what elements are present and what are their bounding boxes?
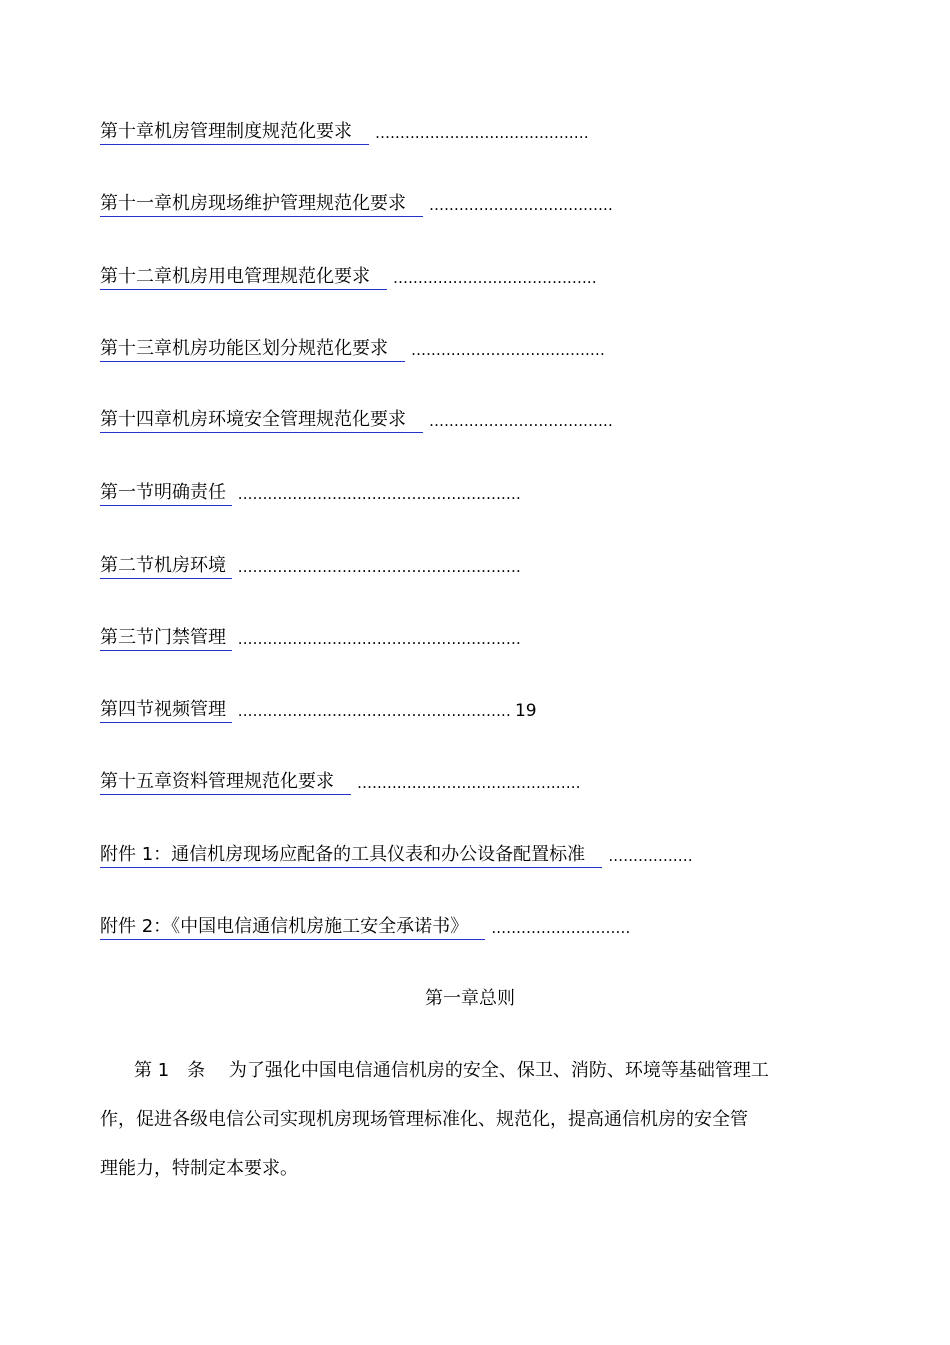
toc-entry-chapter-11[interactable]: [100, 189, 617, 217]
toc-leader-dots: .........................................................: [237, 630, 521, 648]
toc-entry-appendix-1[interactable]: [100, 840, 697, 868]
toc-entry-section-3[interactable]: [100, 623, 525, 651]
toc-entry-section-4[interactable]: [100, 695, 537, 723]
article-line-3: 理能力，特制定本要求。: [100, 1158, 298, 1179]
toc-page-number: 19: [514, 701, 537, 721]
toc-leader-dots: ...........................................: [375, 124, 589, 142]
toc-entry-section-2[interactable]: [100, 551, 525, 579]
toc-link[interactable]: 第三节门禁管理: [100, 628, 232, 651]
toc-leader-dots: .........................................: [393, 269, 597, 287]
toc-entry-chapter-13[interactable]: [100, 334, 609, 362]
chapter-title: 第一章总则: [425, 988, 515, 1009]
toc-entry-chapter-12[interactable]: [100, 262, 601, 290]
toc-entry-chapter-10[interactable]: [100, 117, 593, 145]
toc-entry-chapter-15[interactable]: [100, 767, 585, 795]
toc-link[interactable]: 第十四章机房环境安全管理规范化要求: [100, 410, 423, 433]
toc-leader-dots: .....................................: [429, 412, 613, 430]
toc-leader-dots: .............................................: [357, 774, 581, 792]
toc-link[interactable]: 第一节明确责任: [100, 483, 232, 506]
toc-link[interactable]: 第十二章机房用电管理规范化要求: [100, 267, 387, 290]
toc-link[interactable]: 第十三章机房功能区划分规范化要求: [100, 339, 405, 362]
toc-link[interactable]: 第二节机房环境: [100, 556, 232, 579]
article-line-1: 第 1 条 为了强化中国电信通信机房的安全、保卫、消防、环境等基础管理工: [134, 1060, 769, 1081]
toc-entry-appendix-2[interactable]: [100, 912, 634, 940]
toc-leader-dots: .........................................................: [237, 485, 521, 503]
toc-entry-section-1[interactable]: [100, 478, 525, 506]
toc-link[interactable]: 第十五章资料管理规范化要求: [100, 772, 351, 795]
toc-entry-chapter-14[interactable]: [100, 405, 617, 433]
toc-leader-dots: .........................................................: [237, 558, 521, 576]
article-line-2: 作，促进各级电信公司实现机房现场管理标准化、规范化，提高通信机房的安全管: [100, 1109, 748, 1130]
toc-leader-dots: .......................................................: [237, 702, 511, 720]
toc-link[interactable]: 第四节视频管理: [100, 700, 232, 723]
toc-link[interactable]: 附件 2：《中国电信通信机房施工安全承诺书》: [100, 917, 485, 940]
toc-leader-dots: .......................................: [411, 341, 605, 359]
toc-link[interactable]: 第十一章机房现场维护管理规范化要求: [100, 194, 423, 217]
toc-leader-dots: .....................................: [429, 196, 613, 214]
toc-leader-dots: .................: [608, 847, 693, 865]
toc-leader-dots: ............................: [491, 919, 631, 937]
toc-link[interactable]: 附件 1：通信机房现场应配备的工具仪表和办公设备配置标准: [100, 845, 602, 868]
toc-link[interactable]: 第十章机房管理制度规范化要求: [100, 122, 369, 145]
